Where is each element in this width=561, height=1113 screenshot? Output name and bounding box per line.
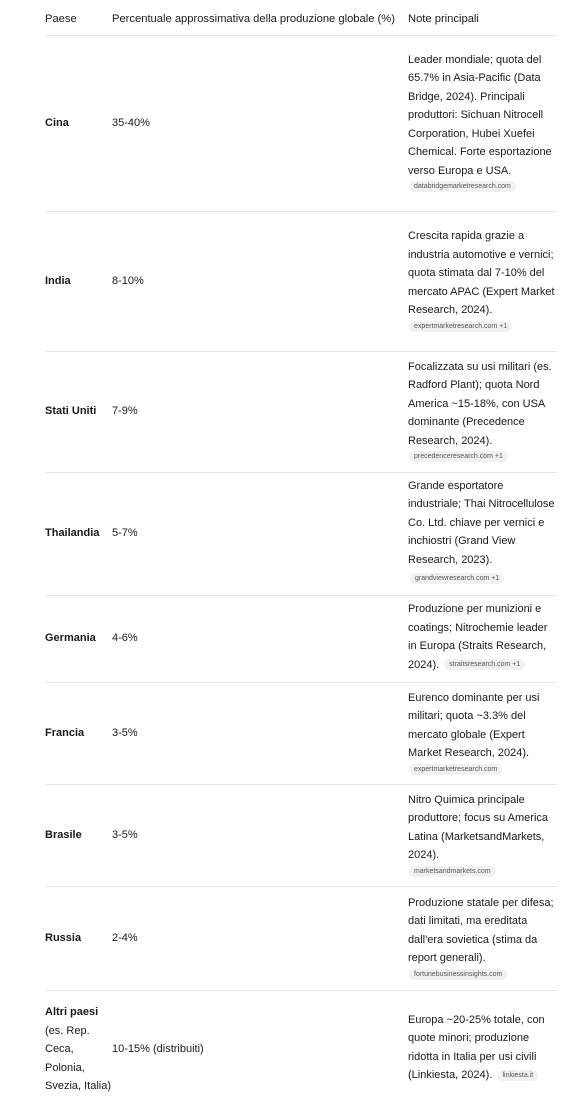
note-text: Grande esportatore industriale; Thai Nitrocellulose Co. Ltd. chiave per vernici e inchiostri (Grand View Research, 2023). bbox=[408, 479, 555, 566]
table-row bbox=[45, 35, 557, 211]
table-row bbox=[45, 784, 557, 886]
row-country: India bbox=[45, 211, 112, 351]
row-notes bbox=[408, 35, 557, 211]
source-citation-link[interactable]: expertmarketresearch.com bbox=[409, 764, 502, 775]
row-notes bbox=[408, 682, 557, 784]
header-country: Paese bbox=[45, 4, 112, 35]
row-notes bbox=[408, 351, 557, 472]
row-notes bbox=[408, 211, 557, 351]
table-row bbox=[45, 472, 557, 595]
note-text: Eurenco dominante per usi militari; quota ~3.3% del mercato globale (Expert Market Research, 2024). bbox=[408, 691, 540, 759]
row-percentage: 4-6% bbox=[112, 595, 408, 682]
row-percentage: 8-10% bbox=[112, 211, 408, 351]
table-row bbox=[45, 351, 557, 472]
source-citation-link[interactable]: expertmarketresearch.com +1 bbox=[409, 321, 512, 332]
header-percentage: Percentuale approssimativa della produzione globale (%) bbox=[112, 4, 408, 35]
row-country: Stati Uniti bbox=[45, 351, 112, 472]
source-citation-link[interactable]: precedenceresearch.com +1 bbox=[409, 451, 508, 462]
note-text: Crescita rapida grazie a industria automotive e vernici; quota stimata dal 7-10% del mercato APAC (Expert Market Research, 2024). bbox=[408, 230, 555, 317]
row-percentage: 2-4% bbox=[112, 886, 408, 990]
row-country: Francia bbox=[45, 682, 112, 784]
table-header-row bbox=[45, 4, 557, 35]
note-text: Europa ~20-25% totale, con quote minori; produzione ridotta in Italia per usi civili (Linkiesta, 2024). bbox=[408, 1013, 545, 1082]
row-country: Brasile bbox=[45, 784, 112, 886]
row-percentage: 10-15% (distribuiti) bbox=[112, 1043, 204, 1055]
note-text: Produzione statale per difesa; dati limitati, ma ereditata dall'era sovietica (stima da report generali). bbox=[408, 896, 554, 964]
table-row bbox=[45, 211, 557, 351]
row-percentage: 3-5% bbox=[112, 682, 408, 784]
note-text: Produzione per munizioni e coatings; Nitrochemie leader in Europa (Straits Research, 2024). bbox=[408, 603, 548, 671]
table-row bbox=[45, 886, 557, 990]
row-notes bbox=[408, 784, 557, 886]
table-row bbox=[45, 990, 557, 1108]
row-percentage: 35-40% bbox=[112, 35, 408, 211]
row-notes bbox=[408, 595, 557, 682]
row-country-name: Altri paesi bbox=[45, 1006, 99, 1018]
source-citation-link[interactable]: linkiesta.it bbox=[497, 1070, 538, 1081]
row-percentage: 3-5% bbox=[112, 784, 408, 886]
row-country: Germania bbox=[45, 595, 112, 682]
row-country-examples: (es. Rep. Ceca, Polonia, Svezia, Italia) bbox=[45, 1024, 112, 1092]
row-country: Russia bbox=[45, 886, 112, 990]
note-text: Leader mondiale; quota del 65.7% in Asia-Pacific (Data Bridge, 2024). Principali produttori: Sichuan Nitrocell Corporation, Hubei Xuefei Chemical. Forte esportazione verso Europa e USA. bbox=[408, 53, 552, 177]
header-notes: Note principali bbox=[408, 4, 557, 35]
row-notes bbox=[408, 886, 557, 990]
source-citation-link[interactable]: grandviewresearch.com +1 bbox=[410, 573, 504, 584]
source-citation-link[interactable]: straitsresearch.com +1 bbox=[444, 659, 525, 670]
note-text: Focalizzata su usi militari (es. Radford Plant); quota Nord America ~15-18%, con USA dominante (Precedence Research, 2024). bbox=[408, 360, 552, 447]
table-row bbox=[45, 595, 557, 682]
row-country: Thailandia bbox=[45, 472, 112, 595]
table-row bbox=[45, 682, 557, 784]
source-citation-link[interactable]: databridgemarketresearch.com bbox=[409, 181, 516, 192]
production-table bbox=[45, 4, 557, 1108]
row-notes bbox=[408, 472, 557, 595]
note-text: Nitro Quimica principale produttore; focus su America Latina (MarketsandMarkets, 2024). bbox=[408, 793, 549, 861]
source-citation-link[interactable]: marketsandmarkets.com bbox=[409, 866, 496, 877]
row-percentage: 7-9% bbox=[112, 351, 408, 472]
row-country: Cina bbox=[45, 35, 112, 211]
row-country bbox=[45, 990, 112, 1108]
source-citation-link[interactable]: fortunebusinessinsights.com bbox=[409, 969, 507, 980]
row-percentage: 5-7% bbox=[112, 472, 408, 595]
row-notes bbox=[408, 990, 557, 1108]
